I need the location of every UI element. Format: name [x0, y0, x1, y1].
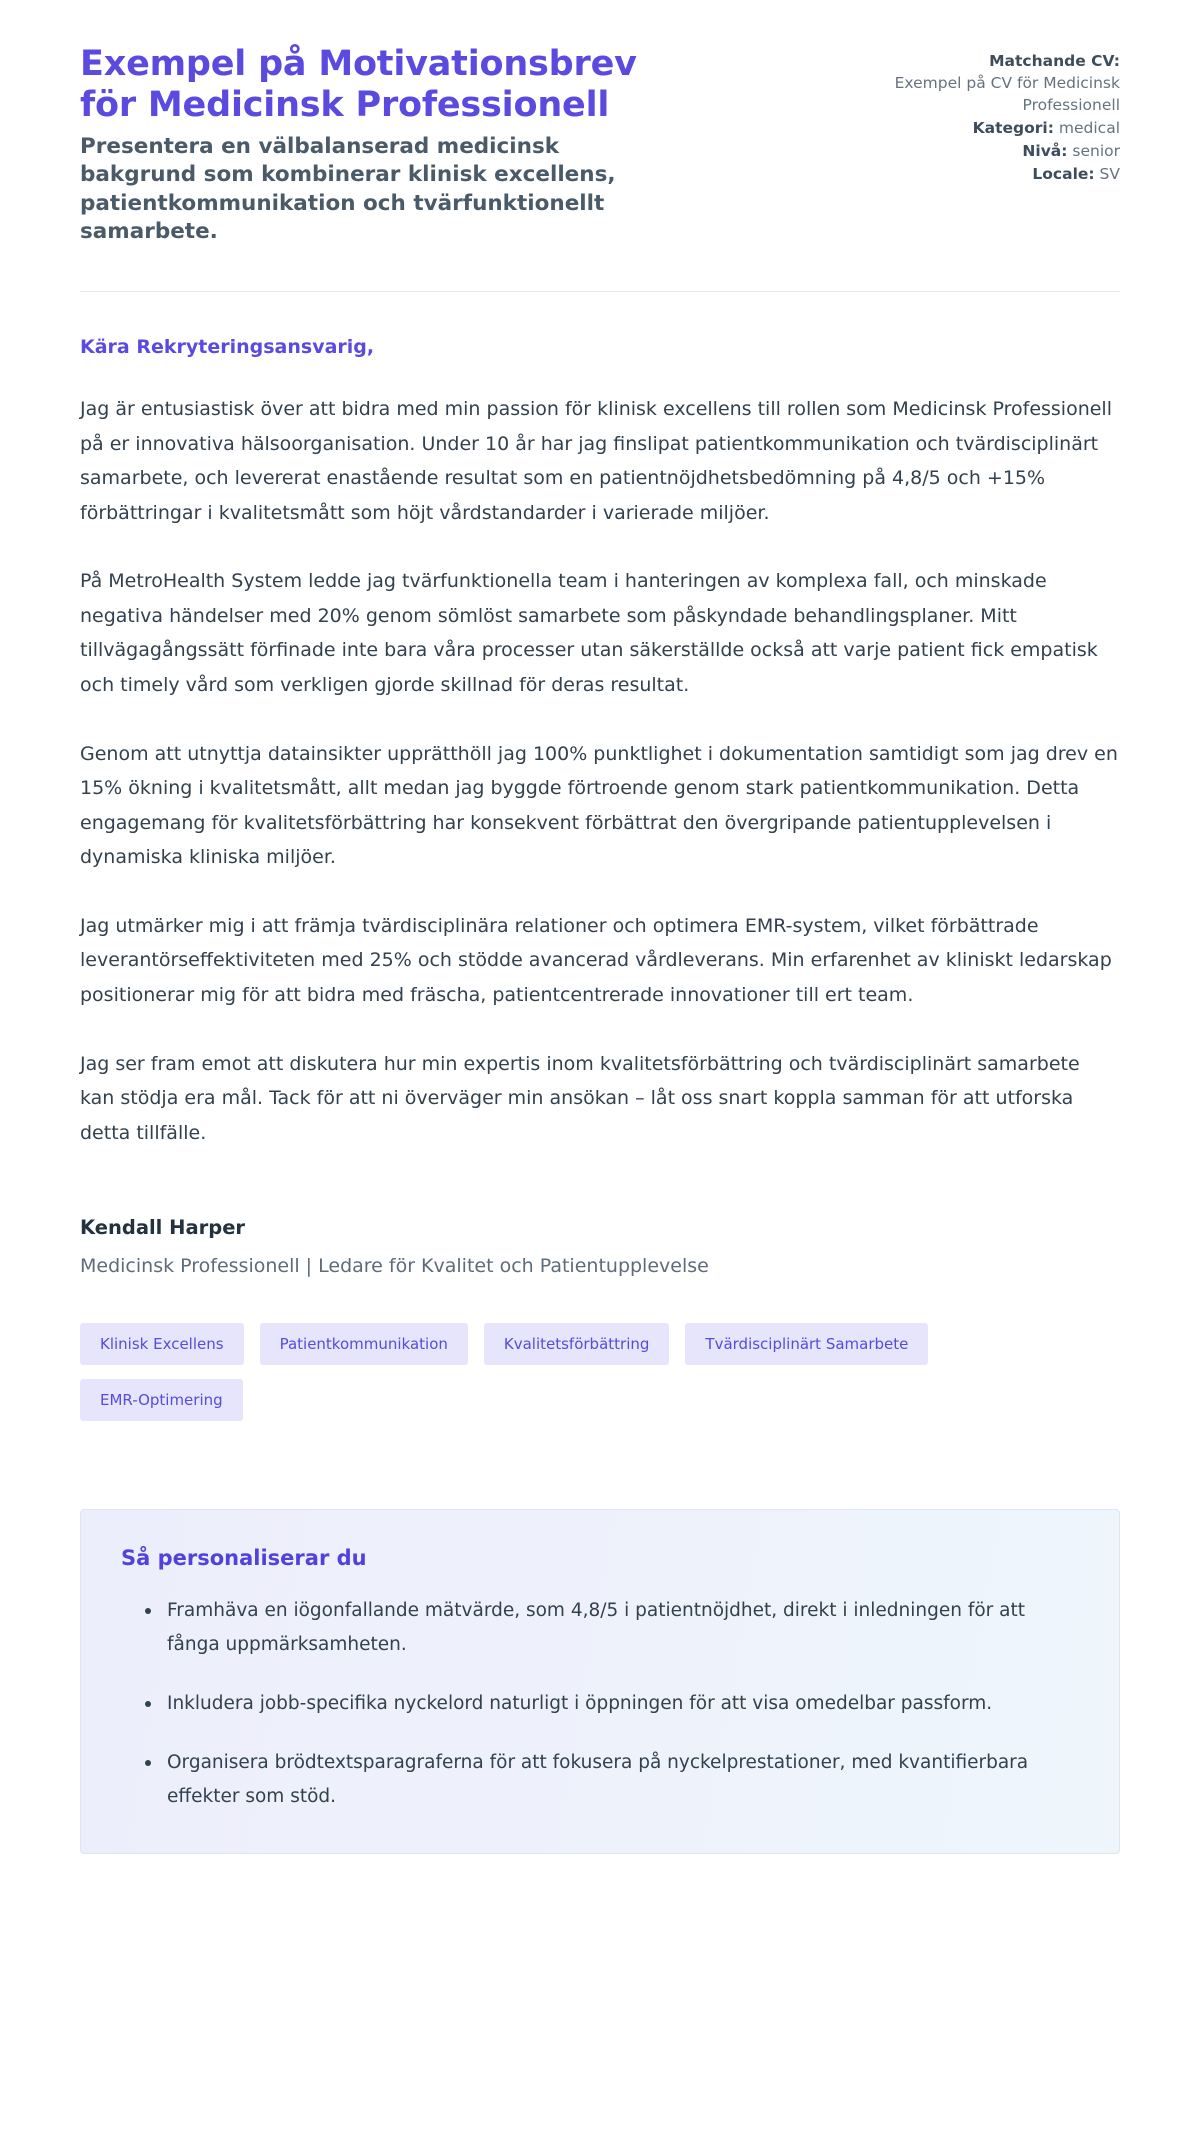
meta-matching-cv	[870, 50, 1120, 116]
tag-chip[interactable]: Kvalitetsförbättring	[484, 1323, 670, 1365]
meta-locale-value: SV	[1099, 165, 1120, 183]
tips-list	[121, 1594, 1079, 1812]
letter-paragraph: Jag ser fram emot att diskutera hur min expertis inom kvalitetsförbättring och tvärdisciplinärt samarbete kan stödja era mål. Tack för att ni överväger min ansökan – låt oss snart koppla samman för att utforska detta tillfälle.	[80, 1052, 1080, 1144]
tips-list-item: Framhäva en iögonfallande mätvärde, som 4,8/5 i patientnöjdhet, direkt i inledningen för att fånga uppmärksamheten.	[145, 1594, 1079, 1661]
meta-level	[870, 140, 1120, 162]
tag-chip[interactable]: Tvärdisciplinärt Samarbete	[685, 1323, 928, 1365]
page-header	[80, 44, 1120, 247]
tag-list	[80, 1323, 980, 1421]
personalization-tips-panel	[80, 1509, 1120, 1853]
signature-role: Medicinsk Professionell | Ledare för Kvalitet och Patientupplevelse	[80, 1255, 709, 1278]
page-subtitle: Presentera en välbalanserad medicinsk bakgrund som kombinerar klinisk excellens, patientkommunikation och tvärfunktionellt samarbete.	[80, 133, 616, 245]
meta-matching-cv-label: Matchande CV:	[989, 52, 1120, 70]
tips-list-item: Organisera brödtextsparagraferna för att fokusera på nyckelprestationer, med kvantifierbara effekter som stöd.	[145, 1746, 1079, 1813]
header-text-block	[80, 44, 700, 247]
cover-letter-body	[80, 292, 1120, 1150]
meta-matching-cv-value: Exempel på CV för Medicinsk Professionell	[894, 74, 1120, 114]
document-metadata	[870, 44, 1120, 186]
meta-locale-label: Locale:	[1032, 165, 1095, 183]
tag-chip[interactable]: Klinisk Excellens	[80, 1323, 244, 1365]
signature-name: Kendall Harper	[80, 1216, 246, 1240]
meta-category	[870, 117, 1120, 139]
page-title: Exempel på Motivationsbrev för Medicinsk Professionell	[80, 44, 637, 126]
letter-paragraph: Jag utmärker mig i att främja tvärdisciplinära relationer och optimera EMR-system, vilket förbättrade leverantörseffektiviteten med 25% och stödde avancerad vårdleverans. Min erfarenhet av kliniskt ledarskap positionerar mig för att bidra med fräscha, patientcentrerade innovationer till ert team.	[80, 914, 1112, 1007]
meta-level-value: senior	[1072, 142, 1120, 160]
letter-greeting: Kära Rekryteringsansvarig,	[80, 335, 375, 358]
letter-paragraph: Genom att utnyttja datainsikter upprätthöll jag 100% punktlighet i dokumentation samtidigt som jag drev en 15% ökning i kvalitetsmått, allt medan jag byggde förtroende genom stark patientkommunikation. Detta engagemang för kvalitetsförbättring har konsekvent förbättrat den övergripande patientupplevelsen i dynamiska kliniska miljöer.	[80, 742, 1118, 869]
meta-locale	[870, 163, 1120, 185]
tips-list-item: Inkludera jobb-specifika nyckelord naturligt i öppningen för att visa omedelbar passform.	[145, 1687, 1079, 1720]
meta-category-value: medical	[1058, 119, 1120, 137]
meta-category-label: Kategori:	[972, 119, 1054, 137]
meta-level-label: Nivå:	[1022, 142, 1068, 160]
tips-panel-title: Så personaliserar du	[121, 1546, 367, 1571]
signature-block	[80, 1216, 1120, 1277]
tag-chip[interactable]: EMR-Optimering	[80, 1379, 243, 1421]
letter-paragraph: Jag är entusiastisk över att bidra med min passion för klinisk excellens till rollen som Medicinsk Professionell på er innovativa hälsoorganisation. Under 10 år har jag finslipat patientkommunikation och tvärdisciplinärt samarbete, och levererat enastående resultat som en patientnöjdhetsbedömning på 4,8/5 och +15% förbättringar i kvalitetsmått som höjt vårdstandarder i varierade miljöer.	[80, 397, 1112, 524]
tag-chip[interactable]: Patientkommunikation	[260, 1323, 468, 1365]
letter-paragraph: På MetroHealth System ledde jag tvärfunktionella team i hanteringen av komplexa fall, och minskade negativa händelser med 20% genom sömlöst samarbete som påskyndade behandlingsplaner. Mitt tillvägagångssätt förfinade inte bara våra processer utan säkerställde också att varje patient fick empatisk och timely vård som verkligen gjorde skillnad för deras resultat.	[80, 570, 1098, 697]
